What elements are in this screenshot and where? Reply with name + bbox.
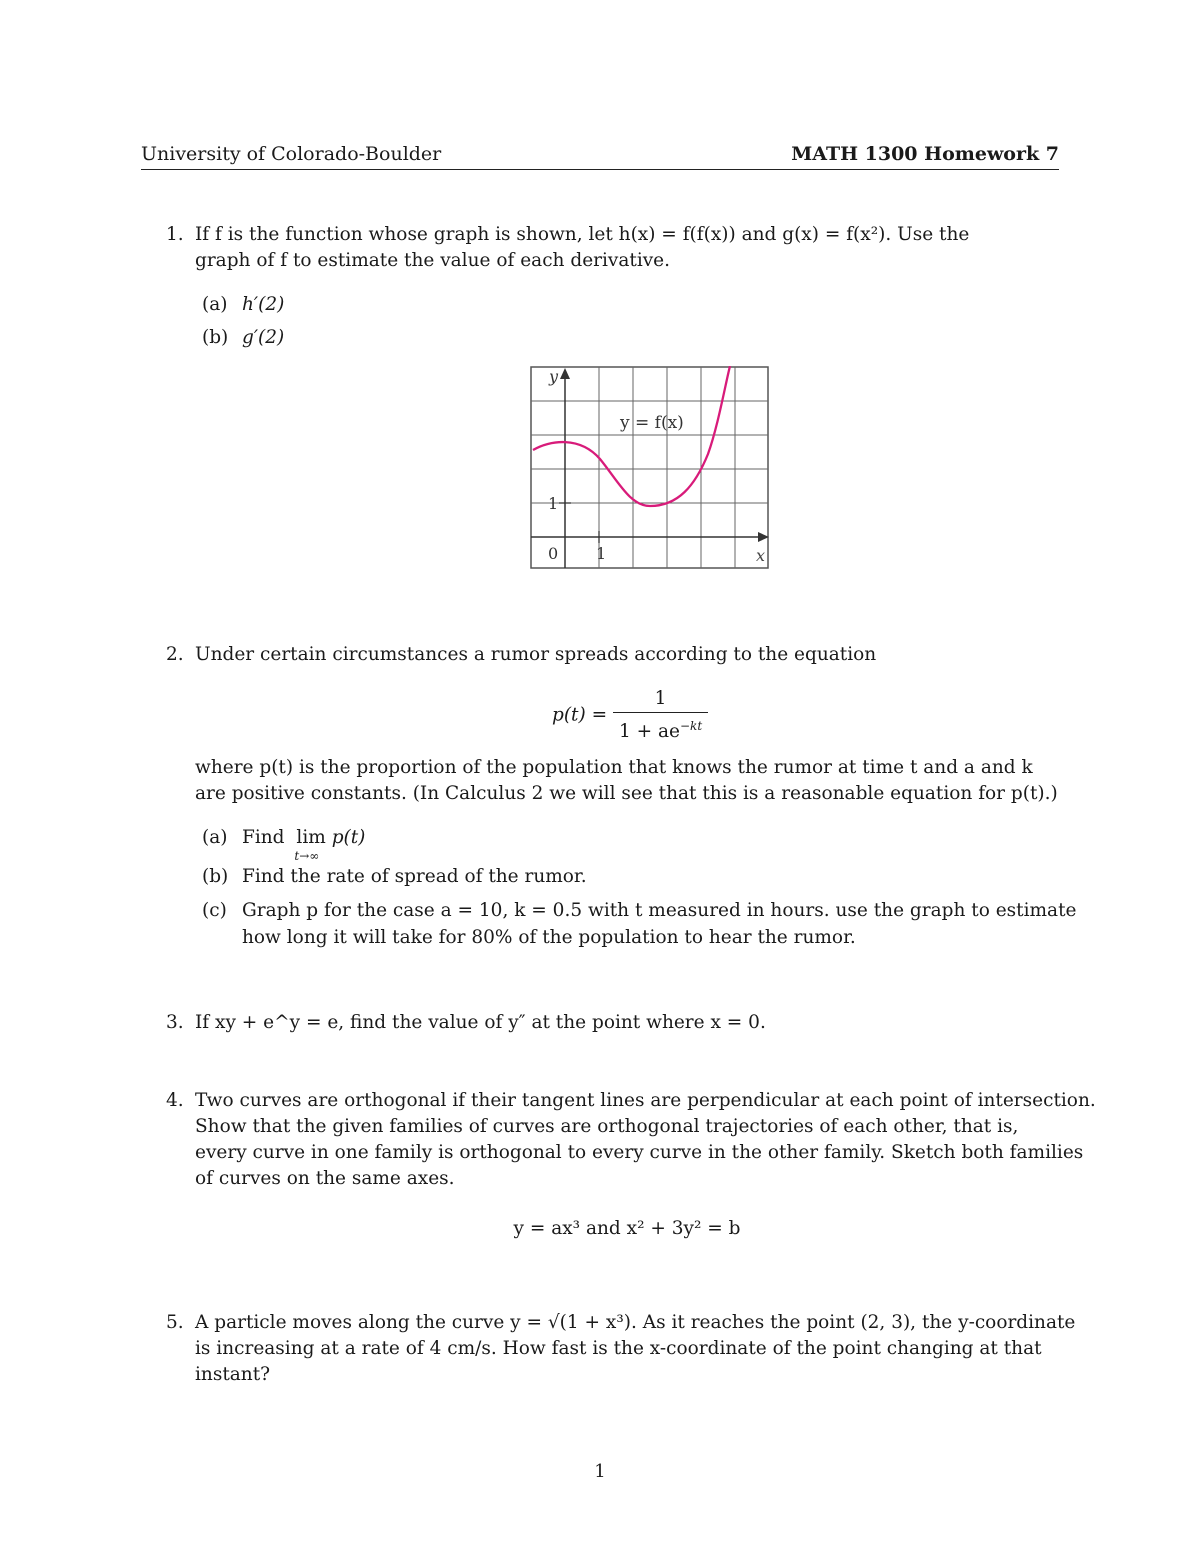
x-axis-label: x — [756, 546, 766, 565]
q2-a-lim: lim — [296, 827, 326, 848]
page-number: 1 — [594, 1461, 606, 1482]
x-tick-label: 1 — [596, 544, 607, 563]
q4-line2: Show that the given families of curves are orthogonal trajectories of each other, that is, — [195, 1116, 1019, 1137]
header-homework-title: MATH 1300 Homework 7 — [791, 143, 1059, 165]
q1-b-text: g′(2) — [242, 327, 285, 348]
q3-number: 3. — [166, 1012, 184, 1033]
q2-intro: Under certain circumstances a rumor spreads according to the equation — [195, 644, 877, 665]
q2-a-function: p(t) — [331, 827, 366, 848]
q2-eq-denominator: 1 + ae — [618, 721, 680, 743]
q4-equation: y = ax³ and x² + 3y² = b — [513, 1218, 741, 1239]
q1-line2: graph of f to estimate the value of each derivative. — [195, 250, 671, 271]
q1-number: 1. — [166, 224, 184, 245]
q2-line1: where p(t) is the proportion of the population that knows the rumor at time t and a and k — [195, 757, 1033, 778]
q2-eq-numerator: 1 — [654, 688, 667, 709]
q2-c-label: (c) — [202, 900, 227, 921]
q2-b-text: Find the rate of spread of the rumor. — [242, 866, 587, 887]
header-rule — [141, 169, 1059, 170]
q2-c-line1: Graph p for the case a = 10, k = 0.5 with t measured in hours. use the graph to estimate — [242, 900, 1077, 921]
q4-line3: every curve in one family is orthogonal to every curve in the other family. Sketch both families — [195, 1142, 1084, 1163]
q2-eq-fraction — [613, 686, 708, 745]
q1-b-label: (b) — [202, 327, 229, 348]
header-course-university: University of Colorado-Boulder — [141, 143, 442, 165]
q4-line4: of curves on the same axes. — [195, 1168, 455, 1189]
q5-number: 5. — [166, 1312, 184, 1333]
q4-line1: Two curves are orthogonal if their tangent lines are perpendicular at each point of intersection. — [195, 1090, 1096, 1111]
q3-text: If xy + e^y = e, find the value of y″ at the point where x = 0. — [195, 1012, 766, 1033]
q1-a-label: (a) — [202, 294, 228, 315]
q4-number: 4. — [166, 1090, 184, 1111]
graph-frame — [531, 367, 768, 568]
q2-number: 2. — [166, 644, 184, 665]
function-graph — [530, 366, 770, 570]
q5-line1: A particle moves along the curve y = √(1 + x³). As it reaches the point (2, 3), the y-coordinate — [195, 1312, 1076, 1333]
q2-a-text: Find — [242, 827, 285, 848]
q2-a-lim-subscript: t→∞ — [294, 849, 320, 863]
curve-label: y = f(x) — [620, 413, 684, 433]
q2-eq-exponent: −kt — [680, 719, 703, 733]
q5-line2: is increasing at a rate of 4 cm/s. How fast is the x-coordinate of the point changing at that — [195, 1338, 1042, 1359]
q2-eq-lhs: p(t) = — [552, 704, 608, 726]
q2-equation — [552, 686, 708, 745]
q1-line1: If f is the function whose graph is shown, let h(x) = f(f(x)) and g(x) = f(x²). Use the — [195, 224, 970, 245]
q1-a-text: h′(2) — [242, 294, 285, 315]
q2-a-label: (a) — [202, 827, 228, 848]
q2-b-label: (b) — [202, 866, 229, 887]
origin-label: 0 — [548, 544, 559, 563]
y-axis-label: y — [549, 367, 559, 386]
q2-line2: are positive constants. (In Calculus 2 we will see that this is a reasonable equation for p(t).) — [195, 783, 1058, 804]
q5-line3: instant? — [195, 1364, 271, 1385]
q2-a-item — [242, 825, 366, 863]
y-tick-label: 1 — [548, 494, 559, 513]
q2-c-line2: how long it will take for 80% of the population to hear the rumor. — [242, 927, 856, 948]
